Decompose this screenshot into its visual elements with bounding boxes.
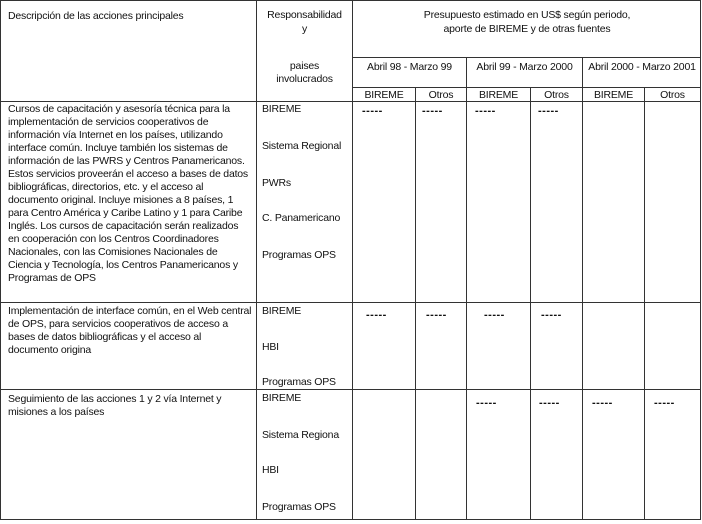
period-header-divider xyxy=(352,57,701,58)
source-header: Otros xyxy=(544,89,569,101)
row2-bottom-border xyxy=(0,389,701,390)
row2-budget-cell: ----- xyxy=(366,309,387,321)
period-header: Abril 2000 - Marzo 2001 xyxy=(588,61,696,73)
source-header-divider xyxy=(352,87,701,88)
responsibility-col-divider xyxy=(352,0,353,520)
period1-period2-divider xyxy=(466,57,467,520)
description-header: Descripción de las acciones principales xyxy=(8,10,184,22)
row2-budget-cell: ----- xyxy=(426,309,447,321)
responsibility-header: Responsabilidad xyxy=(267,9,342,21)
period1-inner-divider xyxy=(415,87,416,520)
row1-budget-cell: ----- xyxy=(538,105,559,117)
row2-budget-cell: ----- xyxy=(541,309,562,321)
period3-inner-divider xyxy=(644,87,645,520)
row2-responsible: Programas OPS xyxy=(262,376,336,388)
row3-budget-cell: ----- xyxy=(539,397,560,409)
row1-budget-cell: ----- xyxy=(362,105,383,117)
row2-responsible: HBI xyxy=(262,341,279,353)
budget-subtitle: aporte de BIREME y de otras fuentes xyxy=(443,23,611,35)
row1-responsible: Programas OPS xyxy=(262,249,336,261)
responsibility-header-conjunction: y xyxy=(301,23,308,35)
row1-bottom-border xyxy=(0,302,701,303)
row3-responsible: Sistema Regiona xyxy=(262,429,339,441)
countries-header: paises xyxy=(289,60,320,72)
table-left-border xyxy=(0,0,1,520)
source-header: BIREME xyxy=(593,89,634,101)
row1-budget-cell: ----- xyxy=(422,105,443,117)
table-right-border xyxy=(700,0,701,520)
row1-budget-cell: ----- xyxy=(475,105,496,117)
source-header: Otros xyxy=(428,89,454,101)
row1-responsible: Sistema Regional xyxy=(262,140,342,152)
row3-budget-cell: ----- xyxy=(654,397,675,409)
source-header: BIREME xyxy=(478,89,519,101)
row3-budget-cell: ----- xyxy=(592,397,613,409)
row3-responsible: BIREME xyxy=(262,392,302,404)
row2-budget-cell: ----- xyxy=(484,309,505,321)
table-bottom-border xyxy=(0,519,701,520)
source-header: Otros xyxy=(660,89,685,101)
budget-title: Presupuesto estimado en US$ según periodo, xyxy=(423,9,631,21)
period-header: Abril 99 - Marzo 2000 xyxy=(476,61,573,73)
row3-responsible: Programas OPS xyxy=(262,501,336,513)
row3-responsible: HBI xyxy=(262,464,279,476)
row1-responsible: BIREME xyxy=(262,103,302,115)
period-header: Abril 98 - Marzo 99 xyxy=(367,61,452,73)
row2-description: Implementación de interface común, en el Web central de OPS, para servicios cooperativos de acceso a bases de datos bibliográficas y el acceso al documento origina xyxy=(8,305,252,356)
row3-description: Seguimiento de las acciones 1 y 2 vía Internet y misiones a los países xyxy=(8,393,222,418)
row1-responsible: C. Panamericano xyxy=(262,212,341,224)
row1-description: Cursos de capacitación y asesoría técnica para la implementación de servicios cooperativos de información vía Internet en los países, utilizando interface común. Incluye también los sistemas de información de las PWRS y Centros Panamericanos. Estos servicios proveerán el acceso a bases de datos bibliográficas, directorios, etc. y el acceso al documento original. Incluye misiones a 8 países, 1 para Centro América y Caribe Latino y 1 para Caribe Inglés. Los cursos de capacitación serán realizados en cooperación con los Centros Coordinadores Nacionales, con las Comisiones Nacionales de Ciencia y Tecnología, los Centros Panamericanos y Programas de OPS xyxy=(8,103,248,284)
period2-inner-divider xyxy=(530,87,531,520)
period2-period3-divider xyxy=(582,57,583,520)
source-header: BIREME xyxy=(364,89,404,101)
countries-header-sub: involucrados xyxy=(276,73,333,85)
row1-responsible: PWRs xyxy=(262,177,291,189)
row2-responsible: BIREME xyxy=(262,305,302,317)
table-top-border xyxy=(0,0,701,1)
row3-budget-cell: ----- xyxy=(476,397,497,409)
